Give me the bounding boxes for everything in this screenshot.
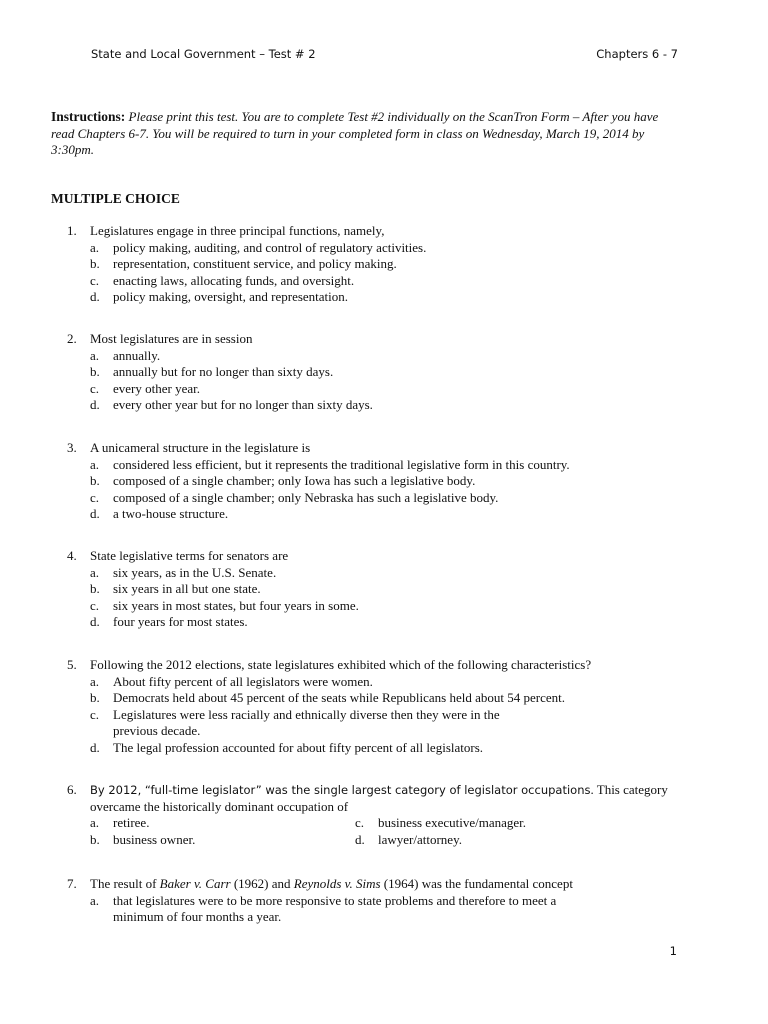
question-number: 7. <box>67 876 77 891</box>
option-text: Democrats held about 45 percent of the seats while Republicans held about 54 percent. <box>113 690 565 706</box>
header-chapters: Chapters 6 - 7 <box>596 47 678 61</box>
question-stem: Most legislatures are in session <box>90 331 253 346</box>
option-letter: a. <box>90 456 100 472</box>
question-stem-line2: overcame the historically dominant occupation of <box>90 798 349 814</box>
option-letter: a. <box>90 673 100 689</box>
question-6 <box>67 782 707 848</box>
question-2 <box>67 331 707 414</box>
instructions-lead: Instructions: <box>51 109 126 124</box>
option <box>67 707 707 724</box>
case-name: Baker v. Carr <box>159 876 231 891</box>
option-letter: b. <box>90 256 100 272</box>
option <box>67 598 707 615</box>
option <box>67 740 707 757</box>
option-letter: d. <box>90 506 100 522</box>
question-stem: (1962) and <box>230 876 294 891</box>
option <box>67 473 707 490</box>
option <box>67 240 707 257</box>
question-5 <box>67 657 707 757</box>
instructions <box>51 109 681 159</box>
instructions-text: Please print this test. You are to complete Test #2 individually on the ScanTron Form – After you have read Chapters 6-7. You will be required to turn in your completed form in class on Wednesday, March 19, 2014 by 3:30pm. <box>51 109 659 158</box>
option <box>67 565 707 582</box>
option <box>67 256 707 273</box>
question-number: 1. <box>67 223 77 238</box>
question-4 <box>67 548 707 631</box>
option-letter: c. <box>90 272 100 288</box>
option-letter: d. <box>355 831 365 847</box>
question-stem: State legislative terms for senators are <box>90 548 289 563</box>
option-text: business executive/manager. <box>378 815 527 831</box>
question-number: 4. <box>67 548 77 563</box>
option-letter: c. <box>90 380 100 396</box>
option-letter: b. <box>90 473 100 489</box>
option-letter: c. <box>90 597 100 613</box>
option-letter: b. <box>90 831 100 847</box>
option-letter: d. <box>90 614 100 630</box>
option-text: The legal profession accounted for about fifty percent of all legislators. <box>113 739 484 755</box>
option-letter: b. <box>90 581 100 597</box>
option <box>67 614 707 631</box>
question-stem: A unicameral structure in the legislature is <box>90 440 311 455</box>
option-letter: d. <box>90 289 100 305</box>
option-text: every other year. <box>113 380 200 396</box>
question-stem: Following the 2012 elections, state legislatures exhibited which of the following characteristics? <box>90 657 592 672</box>
option-text: annually but for no longer than sixty days. <box>113 364 334 380</box>
option <box>67 364 707 381</box>
question-stem: (1964) was the fundamental concept <box>380 876 573 891</box>
case-name: Reynolds v. Sims <box>293 876 381 891</box>
option-letter: c. <box>355 815 365 831</box>
option-text: four years for most states. <box>113 614 248 630</box>
option-row <box>67 815 707 832</box>
question-1 <box>67 223 707 306</box>
option-letter: a. <box>90 564 100 580</box>
option-text: retiree. <box>113 815 150 831</box>
option-text: six years, as in the U.S. Senate. <box>113 564 277 580</box>
question-stem: By 2012, “full-time legislator” was the single largest category of legislator occupations <box>90 783 591 797</box>
option-text: policy making, auditing, and control of regulatory activities. <box>113 239 427 255</box>
question-number: 6. <box>67 782 77 797</box>
question-stem: Legislatures engage in three principal functions, namely, <box>90 223 385 238</box>
page-header <box>91 47 678 65</box>
option-text: policy making, oversight, and representation. <box>113 289 349 305</box>
option-text: Legislatures were less racially and ethnically diverse then they were in the <box>113 706 500 722</box>
option <box>67 273 707 290</box>
option <box>67 893 707 910</box>
option-letter: c. <box>90 489 100 505</box>
option-letter: c. <box>90 706 100 722</box>
option-letter: d. <box>90 397 100 413</box>
option <box>67 381 707 398</box>
option-text: every other year but for no longer than sixty days. <box>113 397 373 413</box>
option-text: that legislatures were to be more responsive to state problems and therefore to meet a <box>113 892 557 908</box>
option-text: six years in most states, but four years in some. <box>113 597 359 613</box>
question-7 <box>67 876 707 926</box>
option-text: a two-house structure. <box>113 506 229 522</box>
option-continuation: previous decade. <box>113 723 201 739</box>
option-text: composed of a single chamber; only Iowa has such a legislative body. <box>113 473 476 489</box>
option-letter: a. <box>90 347 100 363</box>
question-stem-end: . This category <box>590 782 668 797</box>
option-text: annually. <box>113 347 161 363</box>
option <box>67 348 707 365</box>
question-number: 2. <box>67 331 77 346</box>
option <box>67 490 707 507</box>
option-letter: b. <box>90 690 100 706</box>
option-row <box>67 832 707 849</box>
option <box>67 289 707 306</box>
section-title: MULTIPLE CHOICE <box>51 191 180 206</box>
option <box>67 506 707 523</box>
question-number: 3. <box>67 440 77 455</box>
option <box>67 674 707 691</box>
question-3 <box>67 440 707 523</box>
option <box>67 581 707 598</box>
option-text: lawyer/attorney. <box>378 831 462 847</box>
option-text: representation, constituent service, and policy making. <box>113 256 397 272</box>
option <box>67 690 707 707</box>
option-continuation: minimum of four months a year. <box>113 909 282 925</box>
option-letter: a. <box>90 815 100 831</box>
option-text: About fifty percent of all legislators were women. <box>113 673 373 689</box>
option-text: six years in all but one state. <box>113 581 261 597</box>
option-text: business owner. <box>113 831 196 847</box>
question-stem: The result of <box>90 876 160 891</box>
option-letter: d. <box>90 739 100 755</box>
question-number: 5. <box>67 657 77 672</box>
option-text: enacting laws, allocating funds, and oversight. <box>113 272 355 288</box>
option-letter: a. <box>90 239 100 255</box>
header-title: State and Local Government – Test # 2 <box>91 47 316 61</box>
option-letter: b. <box>90 364 100 380</box>
option <box>67 397 707 414</box>
option-text: composed of a single chamber; only Nebraska has such a legislative body. <box>113 489 499 505</box>
option <box>67 457 707 474</box>
page-number: 1 <box>669 944 677 958</box>
option-text: considered less efficient, but it represents the traditional legislative form in this country. <box>113 456 570 472</box>
option-letter: a. <box>90 892 100 908</box>
